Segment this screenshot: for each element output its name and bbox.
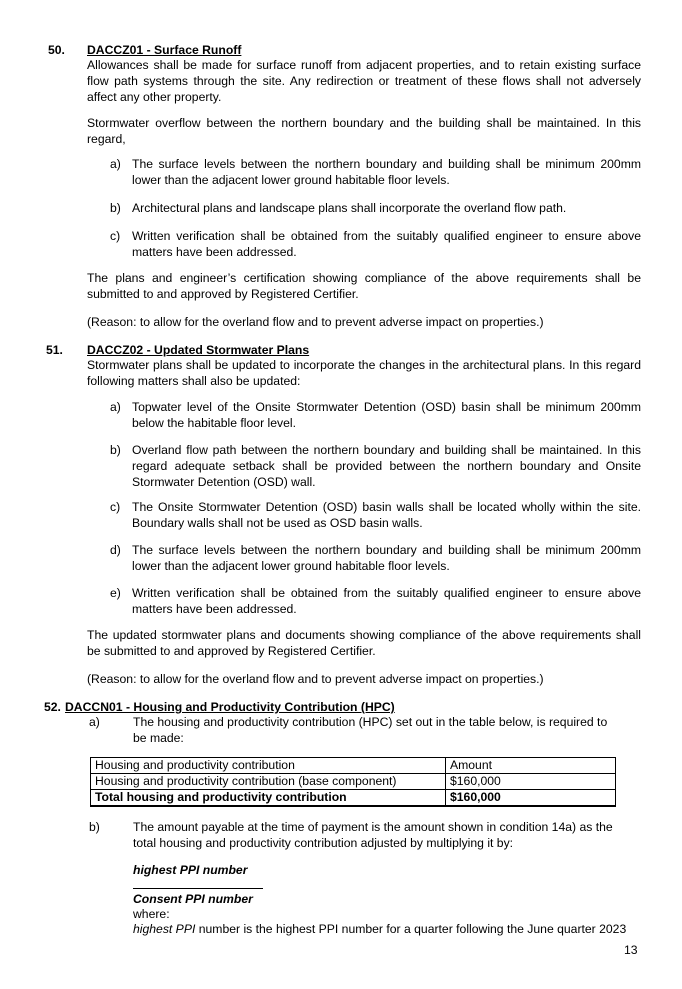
item-text: Topwater level of the Onsite Stormwater Detention (OSD) basin shall be minimum 200mm below the habitable floor level.: [132, 400, 641, 430]
page-number: 13: [624, 943, 638, 957]
fraction-numerator: highest PPI number: [133, 863, 248, 877]
table-row: [91, 774, 616, 790]
condition-50-paragraph-2: Stormwater overflow between the northern boundary and the building shall be maintained. In this regard,: [87, 116, 641, 146]
condition-51-item-b: [110, 442, 641, 490]
table-total-amount: $160,000: [446, 790, 616, 807]
table-cell: Housing and productivity contribution (base component): [91, 774, 446, 790]
item-letter: d): [110, 543, 121, 557]
condition-50-paragraph-1: Allowances shall be made for surface runoff from adjacent properties, and to retain existing surface flow path systems through the site. Any redirection or treatment of these flows shall not adversely affect any other property.: [87, 58, 641, 104]
condition-51-number: 51.: [46, 343, 63, 357]
definition-line: [133, 921, 626, 937]
condition-52-a-text: The housing and productivity contribution (HPC) set out in the table below, is required to be made:: [133, 715, 608, 745]
item-letter: e): [110, 586, 121, 600]
item-text: Written verification shall be obtained from the suitably qualified engineer to ensure above matters have been addressed.: [132, 586, 641, 616]
condition-50-item-a: [110, 156, 641, 188]
condition-50-item-b: [110, 200, 641, 216]
condition-50-item-c: [110, 228, 641, 260]
condition-51-item-e: [110, 585, 641, 617]
condition-51-heading: DACCZ02 - Updated Stormwater Plans: [87, 343, 310, 357]
condition-51-paragraph-1: Stormwater plans shall be updated to incorporate the changes in the architectural plans. In this regard following matters shall also be updated:: [87, 358, 641, 388]
condition-52-b-text: The amount payable at the time of payment is the amount shown in condition 14a) as the total housing and productivity contribution adjusted by multiplying it by:: [133, 820, 613, 850]
table-header-cell: Housing and productivity contribution: [91, 758, 446, 774]
where-label: where:: [133, 907, 170, 921]
table-cell: $160,000: [446, 774, 616, 790]
item-text: Overland flow path between the northern boundary and building shall be maintained. In this regard adequate setback shall be provided between the northern boundary and Onsite Stormwater Detention (OSD) wall.: [132, 443, 641, 489]
hpc-table: [90, 757, 616, 807]
condition-51-paragraph-2: The updated stormwater plans and documents showing compliance of the above requirements shall be submitted to and approved by Registered Certifier.: [87, 628, 641, 658]
item-letter: a): [110, 400, 121, 414]
definition-text: number is the highest PPI number for a quarter following the June quarter 2023: [195, 922, 627, 936]
fraction-bar: [133, 888, 263, 889]
condition-52-a-letter: a): [89, 715, 100, 729]
table-header-row: [91, 758, 616, 774]
item-letter: a): [110, 157, 121, 171]
item-text: The surface levels between the northern boundary and building shall be minimum 200mm lower than the adjacent lower ground habitable floor levels.: [132, 157, 641, 187]
item-letter: c): [110, 229, 121, 243]
condition-51-item-c: [110, 499, 641, 531]
item-text: The surface levels between the northern boundary and building shall be minimum 200mm lower than the adjacent lower ground habitable floor levels.: [132, 543, 641, 573]
condition-50-reason: (Reason: to allow for the overland flow and to prevent adverse impact on properties.): [87, 315, 544, 329]
condition-51-item-d: [110, 542, 641, 574]
condition-50-paragraph-3: The plans and engineer’s certification showing compliance of the above requirements shall be submitted to and approved by Registered Certifier.: [87, 271, 641, 301]
table-total-label: Total housing and productivity contribution: [91, 790, 446, 807]
condition-51-reason: (Reason: to allow for the overland flow and to prevent adverse impact on properties.): [87, 672, 544, 686]
table-header-cell: Amount: [446, 758, 616, 774]
condition-52-b-letter: b): [89, 820, 100, 834]
condition-50-number: 50.: [48, 43, 65, 57]
item-letter: c): [110, 500, 121, 514]
item-letter: b): [110, 443, 121, 457]
condition-52-number: 52.: [44, 700, 61, 714]
condition-51-item-a: [110, 399, 641, 431]
table-total-row: [91, 790, 616, 807]
item-text: The Onsite Stormwater Detention (OSD) basin walls shall be located wholly within the site. Boundary walls shall not be used as OSD basin walls.: [132, 500, 641, 530]
item-text: Architectural plans and landscape plans shall incorporate the overland flow path.: [132, 201, 567, 215]
condition-52-heading: DACCN01 - Housing and Productivity Contribution (HPC): [65, 700, 395, 714]
item-letter: b): [110, 201, 121, 215]
condition-50-heading: DACCZ01 - Surface Runoff: [87, 43, 242, 57]
fraction-denominator: Consent PPI number: [133, 892, 253, 906]
item-text: Written verification shall be obtained from the suitably qualified engineer to ensure above matters have been addressed.: [132, 229, 641, 259]
definition-term: highest PPI: [133, 922, 196, 936]
